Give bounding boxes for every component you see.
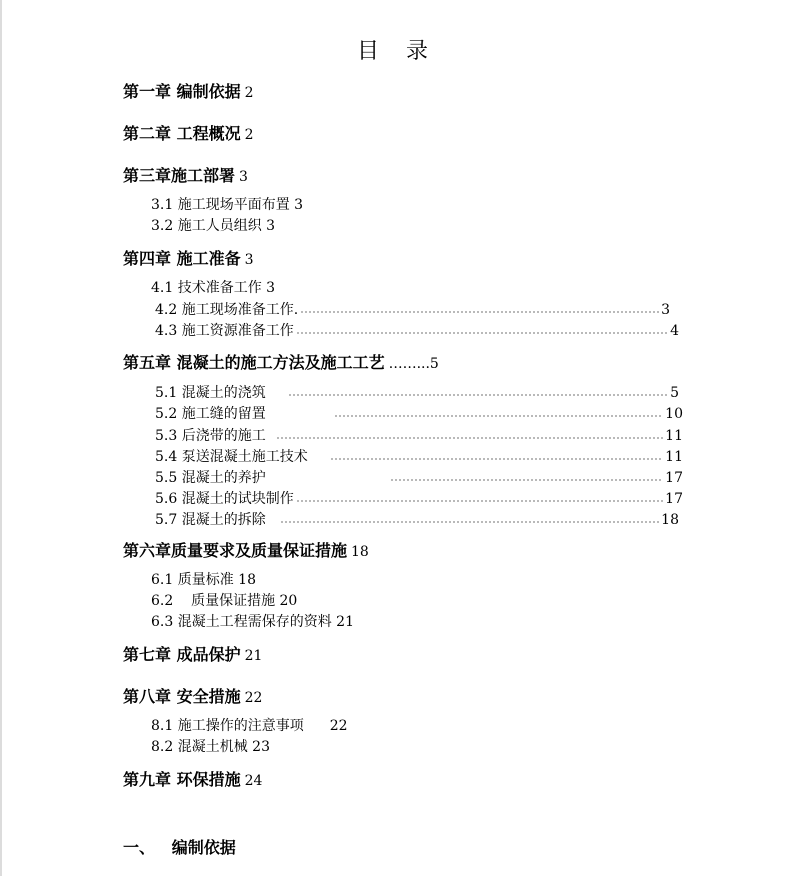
toc-section-5-3-page: 11 bbox=[665, 428, 683, 444]
toc-section-3-2[interactable]: 3.2 施工人员组织 3 bbox=[151, 218, 276, 234]
section-heading-1: 一、 编制依据 bbox=[123, 838, 236, 857]
dot-leader bbox=[296, 487, 663, 503]
toc-chapter-1-label: 第一章 编制依据 bbox=[123, 82, 241, 101]
dot-leader bbox=[276, 424, 663, 440]
toc-section-5-1-page: 5 bbox=[670, 385, 679, 401]
toc-section-5-1-label: 5.1 混凝土的浇筑 bbox=[155, 385, 266, 401]
toc-chapter-4[interactable] bbox=[123, 246, 254, 269]
toc-section-4-3-page: 4 bbox=[670, 323, 679, 339]
toc-chapter-2-page: 2 bbox=[244, 127, 254, 143]
toc-section-4-3-label: 4.3 施工资源准备工作 bbox=[155, 323, 294, 339]
toc-section-6-2[interactable]: 6.2 质量保证措施 20 bbox=[151, 593, 298, 609]
dot-leader bbox=[280, 508, 659, 524]
toc-chapter-6-page: 18 bbox=[351, 544, 369, 560]
toc-section-8-1-page: 22 bbox=[329, 718, 348, 734]
toc-chapter-7[interactable] bbox=[123, 642, 262, 665]
toc-chapter-9-label: 第九章 环保措施 bbox=[123, 770, 241, 789]
toc-title: 目 录 bbox=[357, 39, 438, 64]
toc-section-5-3[interactable] bbox=[155, 424, 683, 445]
toc-chapter-4-page: 3 bbox=[244, 252, 254, 268]
toc-chapter-6-label: 第六章质量要求及质量保证措施 bbox=[123, 541, 348, 560]
toc-chapter-1-page: 2 bbox=[244, 85, 254, 101]
dot-leader bbox=[296, 319, 668, 335]
toc-chapter-1[interactable] bbox=[123, 79, 254, 102]
toc-section-5-2[interactable] bbox=[155, 402, 683, 423]
dot-leader bbox=[334, 402, 663, 418]
toc-section-8-1[interactable] bbox=[151, 715, 348, 735]
toc-chapter-4-label: 第四章 施工准备 bbox=[123, 249, 241, 268]
toc-chapter-2-label: 第二章 工程概况 bbox=[123, 124, 241, 143]
dot-leader bbox=[300, 298, 659, 314]
toc-section-6-3[interactable]: 6.3 混凝土工程需保存的资料 21 bbox=[151, 614, 354, 630]
toc-section-8-2[interactable]: 8.2 混凝土机械 23 bbox=[151, 739, 270, 755]
toc-section-4-2-label: 4.2 施工现场准备工作. bbox=[155, 302, 299, 318]
toc-section-5-4-label: 5.4 泵送混凝土施工技术 bbox=[155, 449, 308, 465]
toc-section-4-2[interactable] bbox=[155, 298, 670, 319]
toc-section-5-6-page: 17 bbox=[665, 491, 683, 507]
toc-section-5-2-label: 5.2 施工缝的留置 bbox=[155, 406, 266, 422]
toc-chapter-7-label: 第七章 成品保护 bbox=[123, 645, 241, 664]
toc-chapter-8-label: 第八章 安全措施 bbox=[123, 687, 241, 706]
toc-section-5-3-label: 5.3 后浇带的施工 bbox=[155, 428, 266, 444]
toc-chapter-7-page: 21 bbox=[244, 648, 263, 664]
dot-leader bbox=[288, 381, 668, 397]
toc-section-5-5[interactable] bbox=[155, 466, 683, 487]
toc-chapter-8-page: 22 bbox=[244, 690, 263, 706]
toc-section-5-6[interactable] bbox=[155, 487, 683, 508]
toc-chapter-5[interactable] bbox=[123, 350, 439, 373]
toc-chapter-6[interactable] bbox=[123, 538, 369, 561]
toc-section-5-7[interactable] bbox=[155, 508, 679, 529]
toc-section-5-5-label: 5.5 混凝土的养护 bbox=[155, 470, 266, 486]
toc-section-8-1-label: 8.1 施工操作的注意事项 bbox=[151, 718, 304, 734]
toc-section-5-7-page: 18 bbox=[661, 512, 679, 528]
toc-section-5-4[interactable] bbox=[155, 445, 683, 466]
toc-chapter-8[interactable] bbox=[123, 684, 262, 707]
toc-section-5-7-label: 5.7 混凝土的拆除 bbox=[155, 512, 266, 528]
toc-section-3-1[interactable]: 3.1 施工现场平面布置 3 bbox=[151, 197, 304, 213]
toc-section-4-1[interactable]: 4.1 技术准备工作 3 bbox=[151, 280, 276, 296]
toc-section-4-2-page: 3 bbox=[661, 302, 670, 318]
toc-chapter-2[interactable] bbox=[123, 121, 254, 144]
toc-section-5-1[interactable] bbox=[155, 381, 679, 402]
dot-leader bbox=[330, 445, 663, 461]
toc-chapter-9-page: 24 bbox=[244, 773, 263, 789]
toc-chapter-5-page: ……...5 bbox=[388, 356, 439, 372]
toc-chapter-3[interactable] bbox=[123, 163, 248, 186]
toc-section-6-1[interactable]: 6.1 质量标准 18 bbox=[151, 572, 256, 588]
toc-section-5-2-page: 10 bbox=[665, 406, 683, 422]
toc-chapter-3-page: 3 bbox=[239, 169, 248, 185]
dot-leader bbox=[390, 466, 663, 482]
toc-section-5-4-page: 11 bbox=[665, 449, 683, 465]
toc-chapter-9[interactable] bbox=[123, 767, 262, 790]
toc-section-5-5-page: 17 bbox=[665, 470, 683, 486]
toc-chapter-3-label: 第三章施工部署 bbox=[123, 166, 236, 185]
toc-section-4-3[interactable] bbox=[155, 319, 679, 340]
toc-section-5-6-label: 5.6 混凝土的试块制作 bbox=[155, 491, 294, 507]
toc-chapter-5-label: 第五章 混凝土的施工方法及施工工艺 bbox=[123, 353, 385, 372]
